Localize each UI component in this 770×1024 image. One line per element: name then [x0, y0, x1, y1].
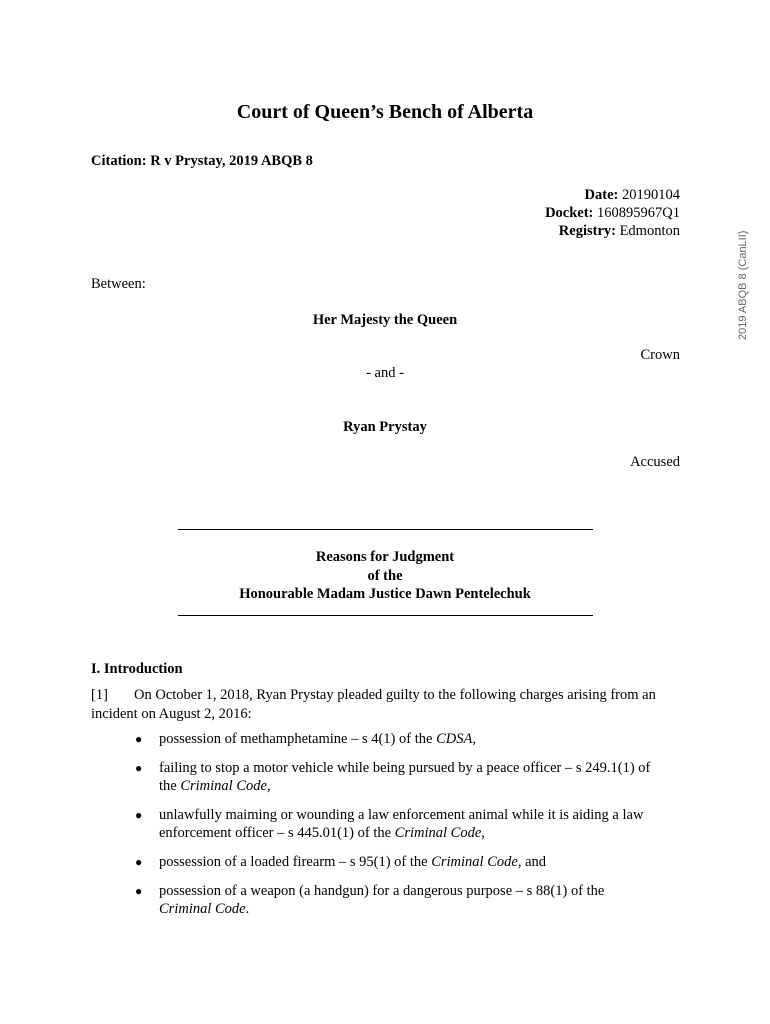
- reasons-line-2: of the: [367, 567, 403, 584]
- watermark-text: 2019 ABQB 8 (CanLII): [737, 230, 749, 340]
- list-item: ● possession of a loaded firearm – s 95(1) of the Criminal Code, and: [135, 854, 547, 870]
- citation: Citation: R v Prystay, 2019 ABQB 8: [91, 153, 313, 169]
- reasons-line-3: Honourable Madam Justice Dawn Pentelechuk: [239, 586, 531, 602]
- and-separator: - and -: [366, 365, 404, 381]
- charges-list: [91, 730, 651, 918]
- reasons-block: [0, 548, 770, 604]
- docket-label: Docket:: [545, 205, 594, 221]
- paragraph-1: [91, 686, 681, 724]
- registry-label: Registry:: [558, 223, 616, 239]
- paragraph-number: [1]: [91, 687, 108, 703]
- party-accused-role: Accused: [630, 454, 680, 470]
- date-value: 20190104: [622, 187, 680, 203]
- docket-value: 160895967Q1: [597, 205, 680, 221]
- bullet-icon: ●: [135, 884, 143, 898]
- list-item: ● unlawfully maiming or wounding a law enforcement animal while it is aiding a law enforcement officer – s 445.01(1) of the Criminal Code,: [135, 807, 644, 841]
- list-item: ● possession of a weapon (a handgun) for a dangerous purpose – s 88(1) of the Criminal Code.: [135, 883, 605, 917]
- date-label: Date:: [584, 187, 619, 203]
- docket-line: [380, 204, 680, 222]
- registry-value: Edmonton: [619, 223, 680, 239]
- date-line: [380, 186, 680, 204]
- bullet-icon: ●: [135, 855, 143, 869]
- party-crown-role: Crown: [640, 347, 680, 363]
- between-label: Between:: [91, 276, 146, 292]
- section-heading: I. Introduction: [91, 661, 183, 677]
- list-item: ● failing to stop a motor vehicle while being pursued by a peace officer – s 249.1(1) of the Criminal Code,: [135, 760, 651, 794]
- paragraph-text: On October 1, 2018, Ryan Prystay pleaded guilty to the following charges arising from an incident on August 2, 2016:: [91, 687, 656, 722]
- bottom-rule: [178, 615, 593, 616]
- registry-line: [380, 222, 680, 240]
- bullet-icon: ●: [135, 761, 143, 775]
- reasons-line-1: Reasons for Judgment: [315, 549, 455, 565]
- top-rule: [178, 529, 593, 530]
- bullet-icon: ●: [135, 732, 143, 746]
- party-accused-name: Ryan Prystay: [343, 419, 427, 435]
- bullet-icon: ●: [135, 808, 143, 822]
- party-crown-name: Her Majesty the Queen: [312, 312, 458, 328]
- document-title: Court of Queen’s Bench of Alberta: [236, 101, 534, 123]
- list-item: ● possession of methamphetamine – s 4(1) of the CDSA,: [135, 731, 476, 747]
